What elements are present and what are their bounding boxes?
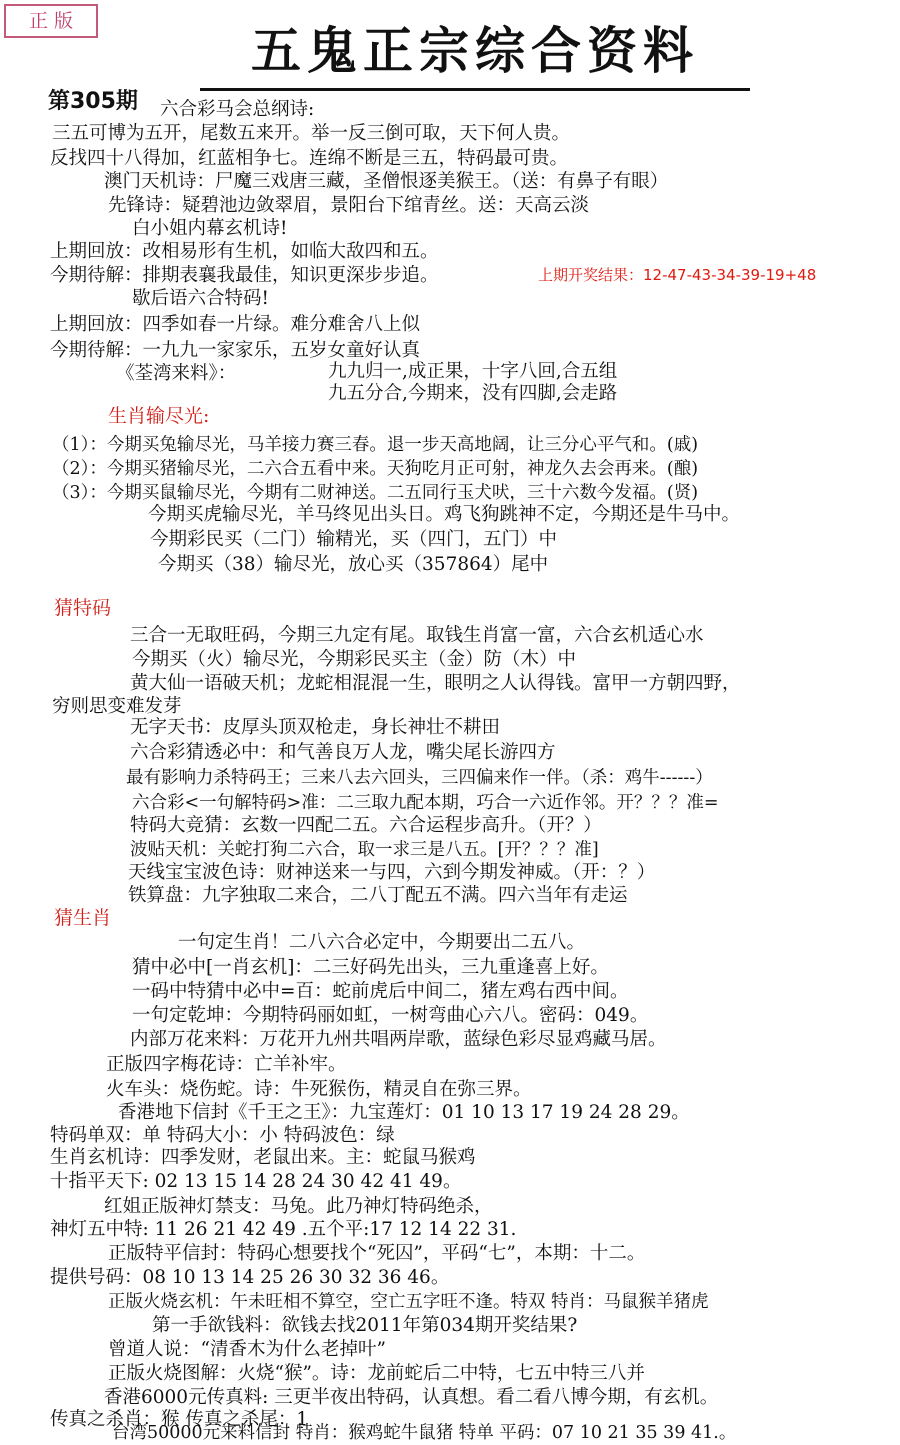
- text-line: 正版火烧图解：火烧“猴”。诗：龙前蛇后二中特，七五中特三八并: [108, 1363, 645, 1384]
- text-line: 提供号码：08 10 13 14 25 26 30 32 36 46。: [50, 1267, 450, 1288]
- edition-badge: 正 版: [4, 4, 98, 38]
- text-line: 一码中特猜中必中=百：蛇前虎后中间二，猪左鸡右西中间。: [132, 981, 629, 1002]
- text-line: 台湾50000元来料信封 特肖：猴鸡蛇牛鼠猪 特单 平码：07 10 21 35 39 41.。: [112, 1423, 737, 1443]
- text-line: 猜中必中[一肖玄机]：二三好码先出头，三九重逢喜上好。: [132, 957, 609, 978]
- text-line: （1）：今期买兔输尽光，马羊接力赛三春。退一步天高地阔，让三分心平气和。(戚): [52, 435, 699, 455]
- page-title: 五鬼正宗综合资料: [200, 18, 750, 91]
- text-line: 九九归一,成正果，十字八回,合五组: [328, 361, 618, 382]
- text-line: 白小姐内幕玄机诗!: [132, 218, 288, 239]
- text-line: 六合彩猜透必中：和气善良万人龙，嘴尖尾长游四方: [130, 742, 556, 763]
- section-heading: 猜生肖: [54, 907, 112, 929]
- text-line: 黄大仙一语破天机；龙蛇相混混一生，眼明之人认得钱。富甲一方朝四野，: [130, 673, 741, 694]
- text-line: 正版火烧玄机：午未旺相不算空，空亡五字旺不逢。特双 特肖：马鼠猴羊猪虎: [108, 1292, 709, 1312]
- text-line: 波贴天机：关蛇打狗二六合，取一求三是八五。[开？？？准]: [130, 840, 599, 860]
- text-line: 歇后语六合特码!: [132, 288, 269, 309]
- text-line: 一句定乾坤：今期特码丽如虹，一树弯曲心六八。密码：049。: [132, 1005, 649, 1026]
- text-line: 上期回放：改相易形有生机，如临大敌四和五。: [50, 241, 439, 262]
- text-line: 穷则思变难发芽: [52, 696, 182, 717]
- issue-number: 第305期: [48, 89, 138, 114]
- text-line: 特码大竞猜：玄数一四配二五。六合运程步高升。（开？）: [130, 815, 602, 836]
- poem-heading: 六合彩马会总纲诗:: [160, 99, 315, 120]
- text-line: 澳门天机诗：尸魔三戏唐三藏，圣僧恨逐美猴王。（送：有鼻子有眼）: [104, 171, 669, 192]
- text-line: 铁算盘：九字独取二来合，二八丁配五不满。四六当年有走运: [128, 885, 628, 906]
- text-line: 六合彩<一句解特码>准：二三取九配本期，巧合一六近作邻。开？？？准=: [132, 793, 719, 813]
- text-line: 上期回放：四季如春一片绿。难分难舍八上似: [50, 314, 421, 335]
- text-line: 香港地下信封《千王之王》：九宝莲灯：01 10 13 17 19 24 28 29。: [118, 1102, 690, 1123]
- text-line: 今期买（38）输尽光，放心买（357864）尾中: [158, 554, 549, 575]
- last-draw-result: 上期开奖结果：12-47-43-34-39-19+48: [538, 266, 817, 284]
- text-line: 火车头：烧伤蛇。诗：牛死猴伤，精灵自在弥三界。: [106, 1079, 532, 1100]
- text-line: 特码单双：单 特码大小：小 特码波色：绿: [50, 1125, 395, 1146]
- text-line: 第一手欲钱料：欲钱去找2011年第034期开奖结果?: [152, 1315, 578, 1336]
- section-heading: 猜特码: [54, 597, 112, 619]
- text-line: 无字天书：皮厚头顶双枪走，身长神壮不耕田: [130, 717, 501, 738]
- text-line: 内部万花来料：万花开九州共唱两岸歌，蓝绿色彩尽显鸡藏马居。: [130, 1029, 667, 1050]
- text-line: 香港6000元传真料: 三更半夜出特码，认真想。看二看八博今期，有玄机。: [104, 1387, 719, 1408]
- section-heading: 生肖输尽光:: [108, 405, 210, 427]
- text-line: 天线宝宝波色诗：财神送来一与四，六到今期发神威。（开：？）: [128, 862, 656, 883]
- text-line: 神灯五中特: 11 26 21 42 49 .五个平:17 12 14 22 31.: [50, 1219, 517, 1240]
- text-line: 反找四十八得加，红蓝相争七。连绵不断是三五，特码最可贵。: [50, 148, 569, 169]
- text-line: 今期买（火）输尽光，今期彩民买主（金）防（木）中: [132, 649, 577, 670]
- text-line: 正版特平信封：特码心想要找个“死囚”，平码“七”，本期：十二。: [108, 1243, 646, 1264]
- text-line: 《荃湾来料》：: [116, 363, 237, 384]
- text-line: 一句定生肖！二八六合必定中，今期要出二五八。: [178, 932, 586, 953]
- text-line: 今期彩民买（二门）输精光，买（四门，五门）中: [150, 529, 558, 550]
- text-line: 先锋诗：疑碧池边敛翠眉，景阳台下绾青丝。送：天高云淡: [108, 195, 590, 216]
- text-line: 曾道人说：“清香木为什么老掉叶”: [108, 1339, 386, 1360]
- text-line: 传真之杀肖：猴 传真之杀尾：1: [50, 1409, 309, 1430]
- text-line: 今期待解：排期表襄我最佳，知识更深步步追。: [50, 265, 439, 286]
- text-line: 生肖玄机诗：四季发财，老鼠出来。主：蛇鼠马猴鸡: [50, 1147, 476, 1168]
- text-line: 最有影响力杀特码王；三来八去六回头，三四偏来作一伴。（杀：鸡牛------）: [126, 768, 713, 788]
- text-line: 十指平天下: 02 13 15 14 28 24 30 42 41 49。: [50, 1171, 462, 1192]
- text-line: 正版四字梅花诗：亡羊补牢。: [106, 1054, 347, 1075]
- text-line: （2）：今期买猪输尽光，二六合五看中来。天狗吃月正可射，神龙久去会再来。(酿): [52, 459, 699, 479]
- text-line: 今期待解：一九九一家家乐，五岁女童好认真: [50, 340, 421, 361]
- text-line: 红姐正版神灯禁支：马兔。此乃神灯特码绝杀，: [104, 1196, 493, 1217]
- text-line: 九五分合,今期来，没有四脚,会走路: [328, 383, 618, 404]
- text-line: 今期买虎输尽光，羊马终见出头日。鸡飞狗跳神不定，今期还是牛马中。: [148, 504, 741, 525]
- text-line: （3）：今期买鼠输尽光，今期有二财神送。二五同行玉犬吠，三十六数今发福。(贤): [52, 483, 699, 503]
- text-line: 三合一无取旺码，今期三九定有尾。取钱生肖富一富，六合玄机适心水: [130, 625, 704, 646]
- text-line: 三五可博为五开，尾数五来开。举一反三倒可取，天下何人贵。: [52, 123, 571, 144]
